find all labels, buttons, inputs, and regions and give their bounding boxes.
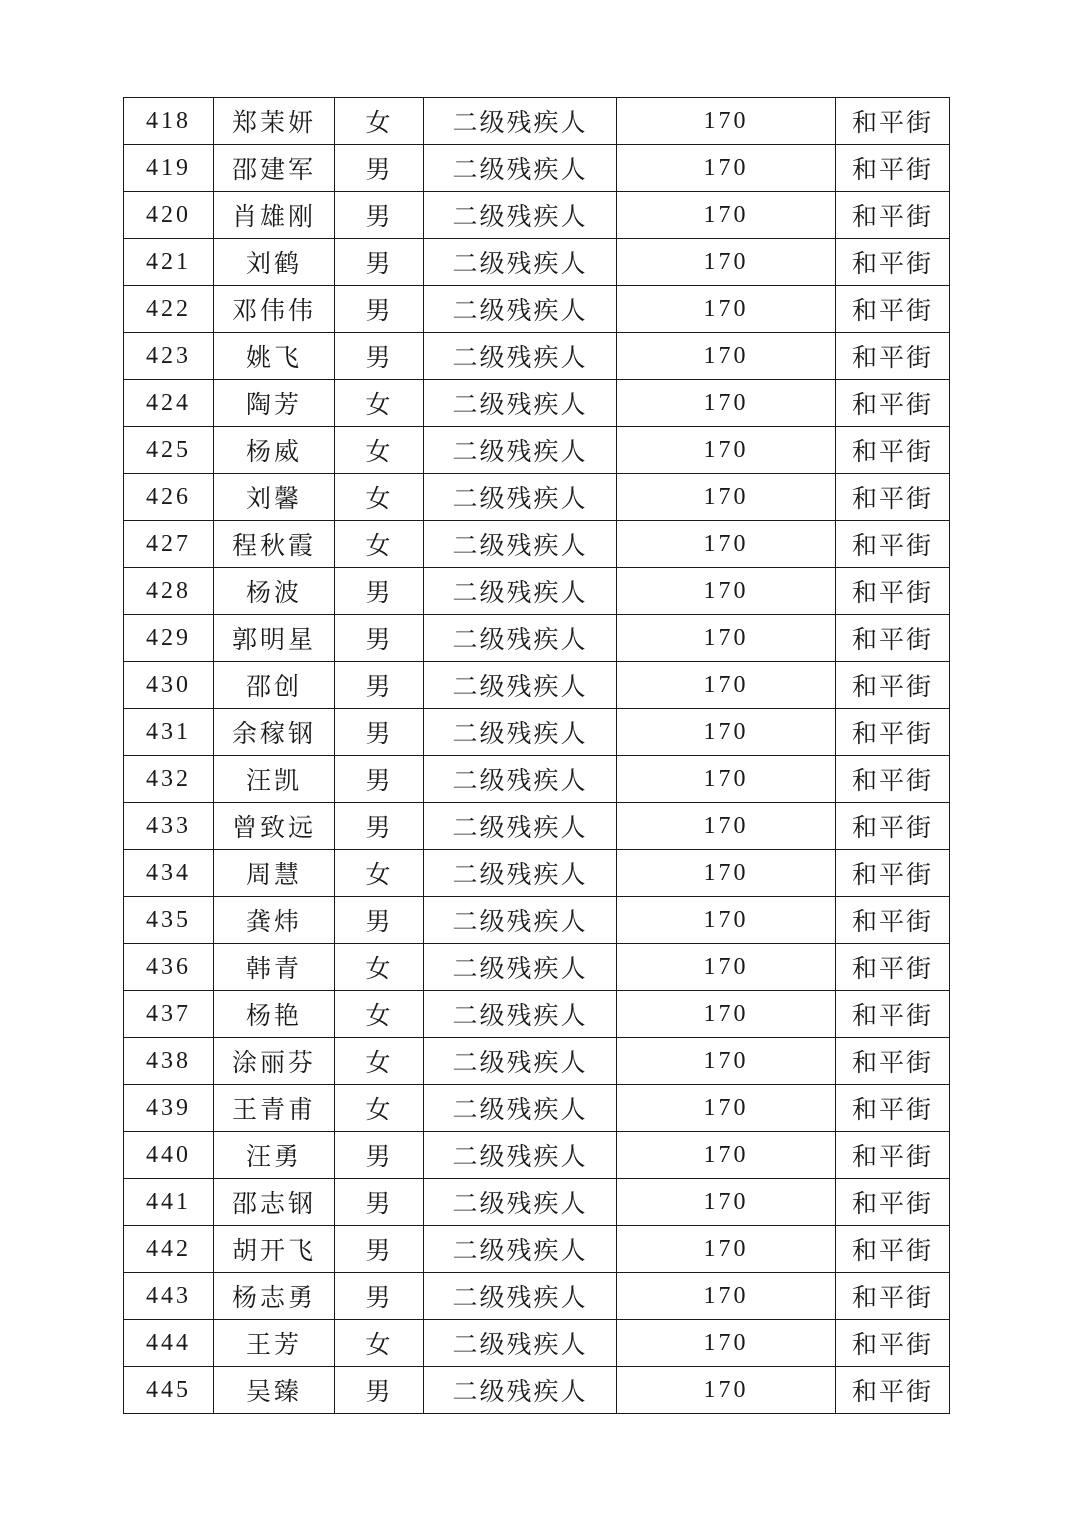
amount-cell: 170 bbox=[617, 239, 836, 286]
name-cell: 邵建军 bbox=[214, 145, 335, 192]
name-cell: 郭明星 bbox=[214, 615, 335, 662]
row-number-cell: 442 bbox=[124, 1226, 214, 1273]
table-row bbox=[124, 333, 950, 380]
amount-cell: 170 bbox=[617, 1367, 836, 1414]
gender-cell: 男 bbox=[335, 662, 424, 709]
category-cell: 二级残疾人 bbox=[424, 427, 617, 474]
amount-cell: 170 bbox=[617, 850, 836, 897]
gender-cell: 男 bbox=[335, 1132, 424, 1179]
name-cell: 胡开飞 bbox=[214, 1226, 335, 1273]
row-number-cell: 433 bbox=[124, 803, 214, 850]
street-cell: 和平街 bbox=[836, 286, 950, 333]
street-cell: 和平街 bbox=[836, 991, 950, 1038]
table-row bbox=[124, 474, 950, 521]
table-row bbox=[124, 1132, 950, 1179]
street-cell: 和平街 bbox=[836, 1367, 950, 1414]
row-number-cell: 444 bbox=[124, 1320, 214, 1367]
amount-cell: 170 bbox=[617, 521, 836, 568]
name-cell: 程秋霞 bbox=[214, 521, 335, 568]
name-cell: 汪凯 bbox=[214, 756, 335, 803]
street-cell: 和平街 bbox=[836, 709, 950, 756]
category-cell: 二级残疾人 bbox=[424, 1179, 617, 1226]
amount-cell: 170 bbox=[617, 1179, 836, 1226]
name-cell: 曾致远 bbox=[214, 803, 335, 850]
table-row bbox=[124, 1038, 950, 1085]
gender-cell: 男 bbox=[335, 333, 424, 380]
gender-cell: 男 bbox=[335, 145, 424, 192]
category-cell: 二级残疾人 bbox=[424, 521, 617, 568]
category-cell: 二级残疾人 bbox=[424, 1273, 617, 1320]
row-number-cell: 445 bbox=[124, 1367, 214, 1414]
amount-cell: 170 bbox=[617, 333, 836, 380]
amount-cell: 170 bbox=[617, 1320, 836, 1367]
gender-cell: 女 bbox=[335, 427, 424, 474]
street-cell: 和平街 bbox=[836, 333, 950, 380]
table-row bbox=[124, 380, 950, 427]
street-cell: 和平街 bbox=[836, 239, 950, 286]
gender-cell: 女 bbox=[335, 944, 424, 991]
amount-cell: 170 bbox=[617, 1273, 836, 1320]
street-cell: 和平街 bbox=[836, 1273, 950, 1320]
street-cell: 和平街 bbox=[836, 756, 950, 803]
table-row bbox=[124, 1226, 950, 1273]
gender-cell: 男 bbox=[335, 709, 424, 756]
name-cell: 韩青 bbox=[214, 944, 335, 991]
category-cell: 二级残疾人 bbox=[424, 803, 617, 850]
street-cell: 和平街 bbox=[836, 1038, 950, 1085]
table-row bbox=[124, 803, 950, 850]
gender-cell: 女 bbox=[335, 380, 424, 427]
row-number-cell: 420 bbox=[124, 192, 214, 239]
category-cell: 二级残疾人 bbox=[424, 145, 617, 192]
category-cell: 二级残疾人 bbox=[424, 380, 617, 427]
amount-cell: 170 bbox=[617, 474, 836, 521]
name-cell: 邵志钢 bbox=[214, 1179, 335, 1226]
gender-cell: 男 bbox=[335, 1273, 424, 1320]
street-cell: 和平街 bbox=[836, 850, 950, 897]
recipient-table bbox=[123, 97, 950, 1414]
category-cell: 二级残疾人 bbox=[424, 568, 617, 615]
table-row bbox=[124, 615, 950, 662]
category-cell: 二级残疾人 bbox=[424, 192, 617, 239]
street-cell: 和平街 bbox=[836, 521, 950, 568]
name-cell: 龚炜 bbox=[214, 897, 335, 944]
table-row bbox=[124, 1273, 950, 1320]
table-row bbox=[124, 98, 950, 145]
category-cell: 二级残疾人 bbox=[424, 615, 617, 662]
street-cell: 和平街 bbox=[836, 897, 950, 944]
name-cell: 刘鹤 bbox=[214, 239, 335, 286]
street-cell: 和平街 bbox=[836, 662, 950, 709]
name-cell: 涂丽芬 bbox=[214, 1038, 335, 1085]
category-cell: 二级残疾人 bbox=[424, 333, 617, 380]
table-row bbox=[124, 239, 950, 286]
amount-cell: 170 bbox=[617, 709, 836, 756]
table-row bbox=[124, 1179, 950, 1226]
table-row bbox=[124, 1085, 950, 1132]
table-row bbox=[124, 991, 950, 1038]
category-cell: 二级残疾人 bbox=[424, 1085, 617, 1132]
amount-cell: 170 bbox=[617, 1038, 836, 1085]
table-row bbox=[124, 897, 950, 944]
table-row bbox=[124, 756, 950, 803]
row-number-cell: 436 bbox=[124, 944, 214, 991]
category-cell: 二级残疾人 bbox=[424, 1226, 617, 1273]
street-cell: 和平街 bbox=[836, 380, 950, 427]
row-number-cell: 423 bbox=[124, 333, 214, 380]
category-cell: 二级残疾人 bbox=[424, 474, 617, 521]
table-row bbox=[124, 662, 950, 709]
amount-cell: 170 bbox=[617, 1132, 836, 1179]
table-row bbox=[124, 521, 950, 568]
name-cell: 吴臻 bbox=[214, 1367, 335, 1414]
table-row bbox=[124, 145, 950, 192]
gender-cell: 女 bbox=[335, 521, 424, 568]
row-number-cell: 440 bbox=[124, 1132, 214, 1179]
table-row bbox=[124, 568, 950, 615]
category-cell: 二级残疾人 bbox=[424, 991, 617, 1038]
table-row bbox=[124, 286, 950, 333]
gender-cell: 女 bbox=[335, 1085, 424, 1132]
street-cell: 和平街 bbox=[836, 615, 950, 662]
name-cell: 邓伟伟 bbox=[214, 286, 335, 333]
row-number-cell: 422 bbox=[124, 286, 214, 333]
gender-cell: 男 bbox=[335, 192, 424, 239]
category-cell: 二级残疾人 bbox=[424, 662, 617, 709]
category-cell: 二级残疾人 bbox=[424, 286, 617, 333]
name-cell: 汪勇 bbox=[214, 1132, 335, 1179]
category-cell: 二级残疾人 bbox=[424, 850, 617, 897]
street-cell: 和平街 bbox=[836, 1085, 950, 1132]
category-cell: 二级残疾人 bbox=[424, 239, 617, 286]
amount-cell: 170 bbox=[617, 1226, 836, 1273]
gender-cell: 男 bbox=[335, 568, 424, 615]
table-row bbox=[124, 709, 950, 756]
gender-cell: 男 bbox=[335, 803, 424, 850]
category-cell: 二级残疾人 bbox=[424, 1132, 617, 1179]
row-number-cell: 429 bbox=[124, 615, 214, 662]
gender-cell: 男 bbox=[335, 239, 424, 286]
amount-cell: 170 bbox=[617, 286, 836, 333]
row-number-cell: 421 bbox=[124, 239, 214, 286]
street-cell: 和平街 bbox=[836, 1132, 950, 1179]
gender-cell: 男 bbox=[335, 897, 424, 944]
category-cell: 二级残疾人 bbox=[424, 98, 617, 145]
row-number-cell: 425 bbox=[124, 427, 214, 474]
amount-cell: 170 bbox=[617, 991, 836, 1038]
row-number-cell: 430 bbox=[124, 662, 214, 709]
category-cell: 二级残疾人 bbox=[424, 756, 617, 803]
category-cell: 二级残疾人 bbox=[424, 709, 617, 756]
table-row bbox=[124, 1320, 950, 1367]
name-cell: 郑茉妍 bbox=[214, 98, 335, 145]
street-cell: 和平街 bbox=[836, 427, 950, 474]
amount-cell: 170 bbox=[617, 662, 836, 709]
amount-cell: 170 bbox=[617, 192, 836, 239]
street-cell: 和平街 bbox=[836, 98, 950, 145]
street-cell: 和平街 bbox=[836, 145, 950, 192]
category-cell: 二级残疾人 bbox=[424, 1320, 617, 1367]
amount-cell: 170 bbox=[617, 380, 836, 427]
gender-cell: 女 bbox=[335, 98, 424, 145]
row-number-cell: 424 bbox=[124, 380, 214, 427]
category-cell: 二级残疾人 bbox=[424, 1038, 617, 1085]
street-cell: 和平街 bbox=[836, 1226, 950, 1273]
row-number-cell: 438 bbox=[124, 1038, 214, 1085]
table-row bbox=[124, 427, 950, 474]
name-cell: 杨威 bbox=[214, 427, 335, 474]
name-cell: 余稼钢 bbox=[214, 709, 335, 756]
gender-cell: 男 bbox=[335, 1179, 424, 1226]
table-row bbox=[124, 192, 950, 239]
name-cell: 杨志勇 bbox=[214, 1273, 335, 1320]
street-cell: 和平街 bbox=[836, 1179, 950, 1226]
amount-cell: 170 bbox=[617, 803, 836, 850]
name-cell: 邵创 bbox=[214, 662, 335, 709]
row-number-cell: 443 bbox=[124, 1273, 214, 1320]
row-number-cell: 441 bbox=[124, 1179, 214, 1226]
amount-cell: 170 bbox=[617, 98, 836, 145]
gender-cell: 男 bbox=[335, 756, 424, 803]
row-number-cell: 435 bbox=[124, 897, 214, 944]
category-cell: 二级残疾人 bbox=[424, 1367, 617, 1414]
amount-cell: 170 bbox=[617, 615, 836, 662]
gender-cell: 男 bbox=[335, 286, 424, 333]
name-cell: 王芳 bbox=[214, 1320, 335, 1367]
name-cell: 陶芳 bbox=[214, 380, 335, 427]
amount-cell: 170 bbox=[617, 944, 836, 991]
table-row bbox=[124, 944, 950, 991]
street-cell: 和平街 bbox=[836, 944, 950, 991]
name-cell: 王青甫 bbox=[214, 1085, 335, 1132]
amount-cell: 170 bbox=[617, 568, 836, 615]
row-number-cell: 427 bbox=[124, 521, 214, 568]
row-number-cell: 419 bbox=[124, 145, 214, 192]
name-cell: 杨艳 bbox=[214, 991, 335, 1038]
gender-cell: 男 bbox=[335, 615, 424, 662]
row-number-cell: 432 bbox=[124, 756, 214, 803]
street-cell: 和平街 bbox=[836, 803, 950, 850]
name-cell: 周慧 bbox=[214, 850, 335, 897]
name-cell: 肖雄刚 bbox=[214, 192, 335, 239]
category-cell: 二级残疾人 bbox=[424, 897, 617, 944]
amount-cell: 170 bbox=[617, 897, 836, 944]
gender-cell: 女 bbox=[335, 474, 424, 521]
amount-cell: 170 bbox=[617, 756, 836, 803]
row-number-cell: 437 bbox=[124, 991, 214, 1038]
gender-cell: 女 bbox=[335, 1320, 424, 1367]
gender-cell: 女 bbox=[335, 991, 424, 1038]
table-row bbox=[124, 850, 950, 897]
row-number-cell: 418 bbox=[124, 98, 214, 145]
row-number-cell: 428 bbox=[124, 568, 214, 615]
street-cell: 和平街 bbox=[836, 568, 950, 615]
table-body bbox=[124, 98, 950, 1414]
amount-cell: 170 bbox=[617, 1085, 836, 1132]
name-cell: 刘馨 bbox=[214, 474, 335, 521]
gender-cell: 女 bbox=[335, 850, 424, 897]
row-number-cell: 439 bbox=[124, 1085, 214, 1132]
amount-cell: 170 bbox=[617, 145, 836, 192]
gender-cell: 女 bbox=[335, 1038, 424, 1085]
amount-cell: 170 bbox=[617, 427, 836, 474]
gender-cell: 男 bbox=[335, 1367, 424, 1414]
street-cell: 和平街 bbox=[836, 192, 950, 239]
row-number-cell: 431 bbox=[124, 709, 214, 756]
street-cell: 和平街 bbox=[836, 474, 950, 521]
row-number-cell: 434 bbox=[124, 850, 214, 897]
name-cell: 姚飞 bbox=[214, 333, 335, 380]
name-cell: 杨波 bbox=[214, 568, 335, 615]
category-cell: 二级残疾人 bbox=[424, 944, 617, 991]
table-row bbox=[124, 1367, 950, 1414]
street-cell: 和平街 bbox=[836, 1320, 950, 1367]
row-number-cell: 426 bbox=[124, 474, 214, 521]
gender-cell: 男 bbox=[335, 1226, 424, 1273]
